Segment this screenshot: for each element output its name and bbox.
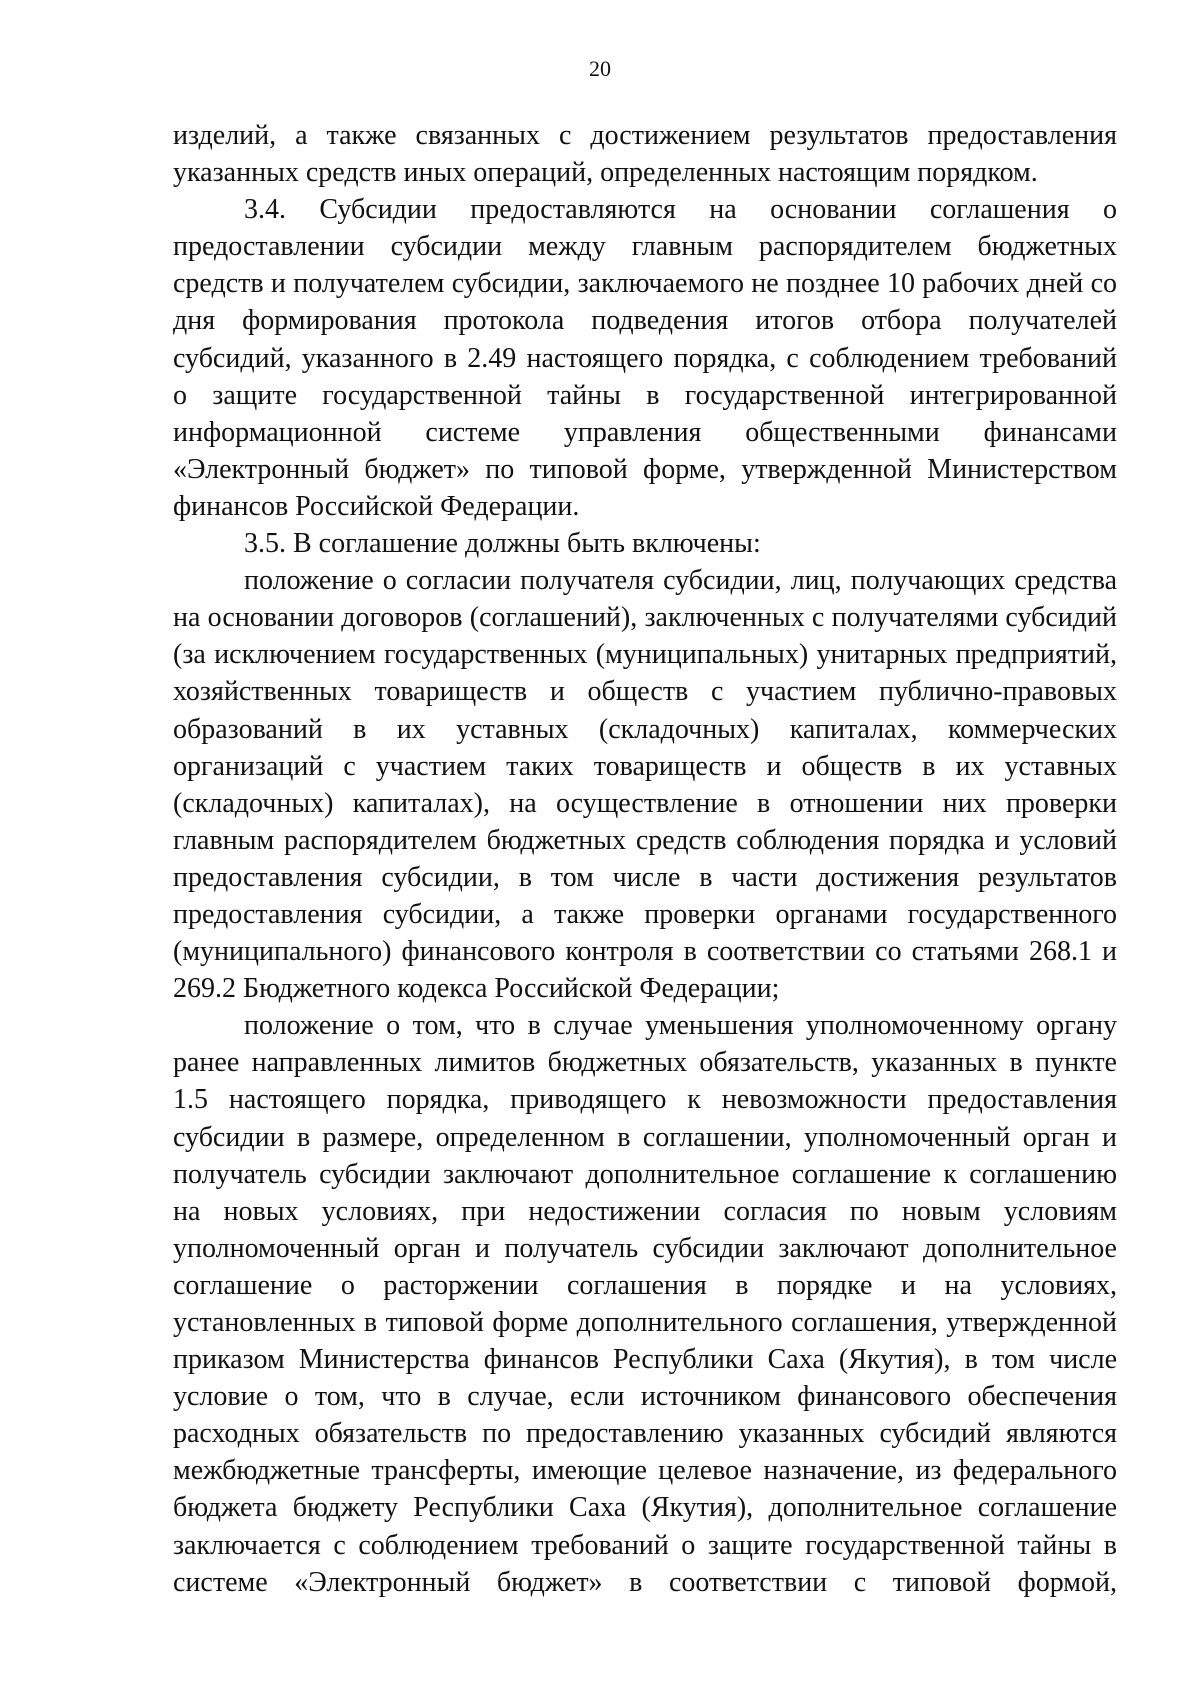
text-line: заключается с соблюдением требований о защите государственной тайны в (173, 1529, 1117, 1561)
text-line: приказом Министерства финансов Республики Саха (Якутия), в том числе (173, 1344, 1117, 1376)
text-line: на основании договоров (соглашений), заключенных с получателями субсидий (173, 602, 1117, 634)
text-line: изделий, а также связанных с достижением результатов предоставления (173, 120, 1117, 151)
text-line: системе «Электронный бюджет» в соответствии с типовой формой, (173, 1566, 1117, 1598)
text-line: положение о согласии получателя субсидии, лиц, получающих средства (244, 565, 1117, 597)
text-line: 3.5. В соглашение должны быть включены: (244, 528, 761, 560)
text-line: положение о том, что в случае уменьшения уполномоченному органу (244, 1010, 1117, 1042)
text-line: образований в их уставных (складочных) капиталах, коммерческих (173, 713, 1117, 745)
text-line: соглашение о расторжении соглашения в порядке и на условиях, (173, 1269, 1117, 1301)
text-line: бюджета бюджету Республики Саха (Якутия), дополнительное соглашение (173, 1492, 1117, 1524)
page-number: 20 (589, 56, 611, 81)
text-line: о защите государственной тайны в государственной интегрированной (173, 379, 1117, 411)
text-line: предоставлении субсидии между главным распорядителем бюджетных (173, 231, 1117, 263)
text-line: 3.4. Субсидии предоставляются на основании соглашения о (244, 194, 1117, 226)
text-line: на новых условиях, при недостижении согласия по новым условиям (173, 1195, 1117, 1227)
text-line: получатель субсидии заключают дополнительное соглашение к соглашению (173, 1158, 1117, 1190)
text-line: дня формирования протокола подведения итогов отбора получателей (173, 305, 1117, 337)
text-line: субсидий, указанного в 2.49 настоящего порядка, с соблюдением требований (173, 342, 1117, 374)
text-line: главным распорядителем бюджетных средств соблюдения порядка и условий (173, 824, 1117, 856)
text-line: указанных средств иных операций, определенных настоящим порядком. (173, 157, 1038, 189)
text-line: предоставления субсидии, в том числе в части достижения результатов (173, 861, 1117, 893)
text-line: (муниципального) финансового контроля в соответствии со статьями 268.1 и (173, 936, 1117, 968)
document-body (173, 117, 1117, 1601)
text-line: хозяйственных товариществ и обществ с участием публично-правовых (173, 676, 1117, 708)
text-line: 1.5 настоящего порядка, приводящего к невозможности предоставления (173, 1084, 1117, 1116)
text-line: (за исключением государственных (муниципальных) унитарных предприятий, (173, 639, 1117, 671)
text-line: 269.2 Бюджетного кодекса Российской Федерации; (173, 973, 780, 1005)
text-line: информационной системе управления общественными финансами (173, 416, 1117, 448)
text-line: предоставления субсидии, а также проверки органами государственного (173, 898, 1117, 930)
text-line: ранее направленных лимитов бюджетных обязательств, указанных в пункте (173, 1047, 1117, 1079)
text-line: расходных обязательств по предоставлению указанных субсидий являются (173, 1418, 1117, 1450)
text-line: межбюджетные трансферты, имеющие целевое назначение, из федерального (173, 1455, 1117, 1487)
text-line: субсидии в размере, определенном в соглашении, уполномоченный орган и (173, 1121, 1117, 1153)
text-line: организаций с участием таких товариществ и обществ в их уставных (173, 750, 1117, 782)
text-line: средств и получателем субсидии, заключаемого не позднее 10 рабочих дней со (173, 268, 1117, 300)
text-line: установленных в типовой форме дополнительного соглашения, утвержденной (173, 1307, 1117, 1338)
text-line: уполномоченный орган и получатель субсидии заключают дополнительное (173, 1232, 1117, 1264)
text-line: (складочных) капиталах), на осуществление в отношении них проверки (173, 787, 1117, 819)
text-line: финансов Российской Федерации. (173, 490, 580, 522)
text-line: условие о том, что в случае, если источником финансового обеспечения (173, 1381, 1117, 1413)
text-line: «Электронный бюджет» по типовой форме, утвержденной Министерством (173, 453, 1117, 485)
